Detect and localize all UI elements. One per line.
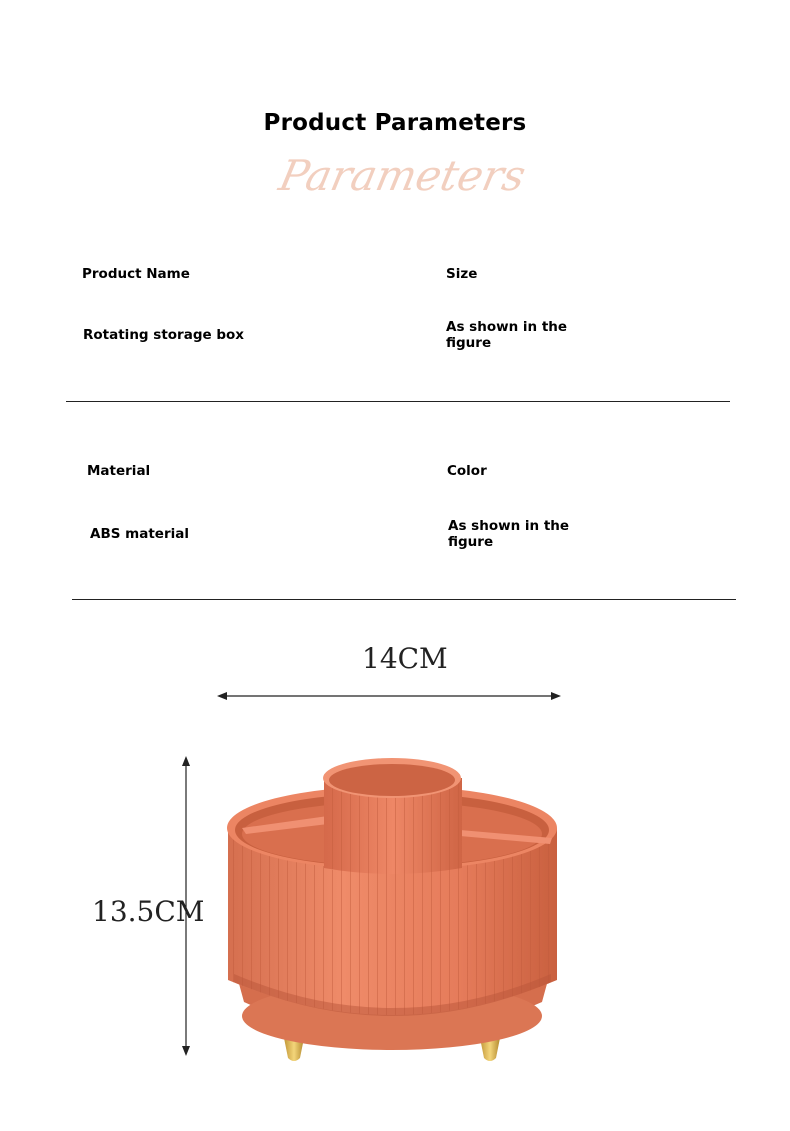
- width-dimension-label: 14CM: [362, 642, 448, 675]
- material-label: Material: [87, 463, 151, 479]
- material-value: ABS material: [90, 526, 189, 542]
- size-value: As shown in the figure: [446, 319, 568, 351]
- height-dimension-clip: [92, 893, 205, 937]
- height-dimension-label: 13.5CM: [92, 895, 205, 928]
- height-arrow-icon: [178, 756, 194, 1056]
- color-value: As shown in the figure: [448, 518, 570, 550]
- script-watermark-text: Parameters: [274, 152, 530, 201]
- divider: [72, 599, 736, 600]
- product-name-value: Rotating storage box: [83, 327, 244, 343]
- size-label: Size: [446, 266, 478, 282]
- page-title: Product Parameters: [263, 110, 527, 136]
- product-name-label: Product Name: [82, 266, 190, 282]
- divider: [66, 401, 730, 402]
- rotating-storage-box-image: [220, 750, 565, 1070]
- color-label: Color: [447, 463, 487, 479]
- script-watermark: [250, 140, 550, 210]
- width-arrow-icon: [217, 688, 561, 704]
